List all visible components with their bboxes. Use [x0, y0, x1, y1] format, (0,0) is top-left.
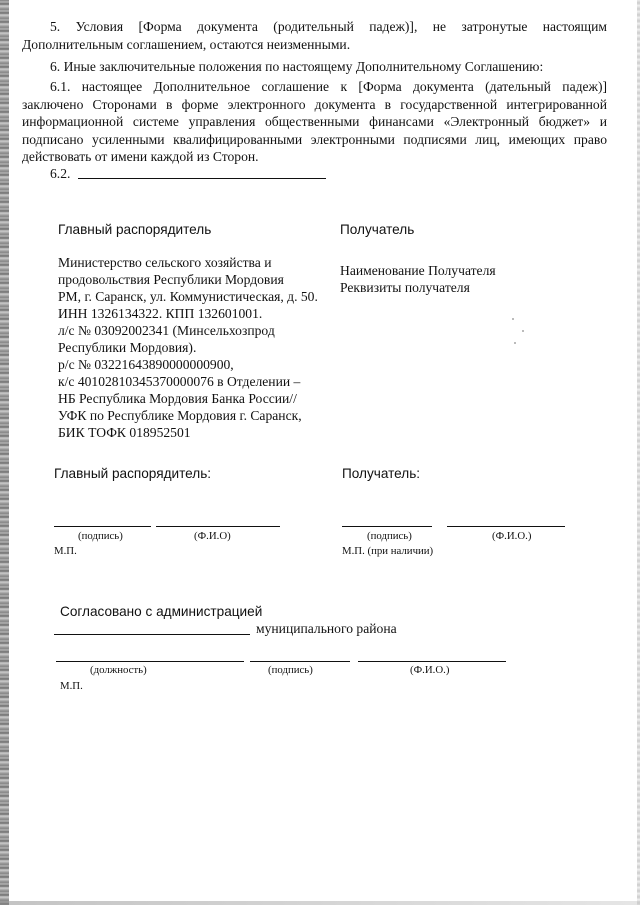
section-5-text: 5. Условия [Форма документа (родительный падеж)], не затронутые настоящим Дополнительным соглашением, остаются неизменными. — [22, 19, 607, 52]
approval-administration-line — [54, 634, 250, 635]
section-6-1-paragraph — [22, 78, 607, 166]
signature-left-label: Главный распорядитель: — [54, 466, 212, 481]
section-6-1-text: 6.1. настоящее Дополнительное соглашение к [Форма документа (дательный падеж)] заключено Сторонами в форме электронного документа в государственной интегрированной информационной системе управления общественными финансами «Электронный бюджет» и подписано усиленными квалифицированными электронными подписями лиц, имеющих право действовать от имени каждой из Сторон. — [22, 79, 607, 164]
signature-right-label: Получатель: — [342, 466, 421, 481]
scan-edge-artifact — [0, 0, 9, 905]
scan-speck — [514, 342, 516, 344]
approval-district-label: муниципального района — [256, 621, 397, 636]
scan-speck — [512, 318, 514, 320]
section-6-2-label: 6.2. — [50, 166, 71, 181]
approval-signature-caption: (подпись) — [268, 664, 313, 676]
right-name-line — [447, 526, 565, 527]
approval-title: Согласовано с администрацией — [60, 604, 263, 619]
section-5-paragraph — [22, 18, 607, 53]
left-signature-caption: (подпись) — [78, 530, 123, 542]
left-name-caption: (Ф.И.О) — [194, 530, 231, 542]
right-stamp-label: М.П. (при наличии) — [342, 545, 434, 557]
right-signature-line — [342, 526, 432, 527]
section-6-2-blank-line — [78, 178, 326, 179]
recipient-title: Получатель — [340, 222, 415, 237]
approval-signature-line — [250, 661, 350, 662]
scan-speck — [522, 330, 524, 332]
approval-position-line — [56, 661, 244, 662]
left-stamp-label: М.П. — [54, 545, 77, 557]
approval-name-line — [358, 661, 506, 662]
right-signature-caption: (подпись) — [367, 530, 412, 542]
section-6-heading-paragraph — [22, 58, 607, 76]
scan-bottom-artifact — [0, 901, 640, 905]
right-name-caption: (Ф.И.О.) — [492, 530, 532, 542]
chief-administrator-details: Министерство сельского хозяйства и продовольствия Республики Мордовия РМ, г. Саранск, ул. Коммунистическая, д. 50. ИНН 1326134322. КПП 132601001. л/с № 03092002341 (Минсельхозпрод Республики Мордовия). р/с № 03221643890000000900, к/с 40102810345370000076 в Отделении – НБ Республика Мордовия Банка России// УФК по Республике Мордовия г. Саранск, БИК ТОФК 018952501 — [58, 255, 318, 440]
approval-stamp-label: М.П. — [60, 680, 83, 692]
chief-administrator-title: Главный распорядитель — [58, 222, 212, 237]
section-6-heading: 6. Иные заключительные положения по настоящему Дополнительному Соглашению: — [50, 59, 544, 74]
recipient-details: Наименование Получателя Реквизиты получателя — [340, 263, 496, 295]
left-name-line — [156, 526, 280, 527]
approval-name-caption: (Ф.И.О.) — [410, 664, 450, 676]
left-signature-line — [54, 526, 151, 527]
approval-position-caption: (должность) — [90, 664, 147, 676]
